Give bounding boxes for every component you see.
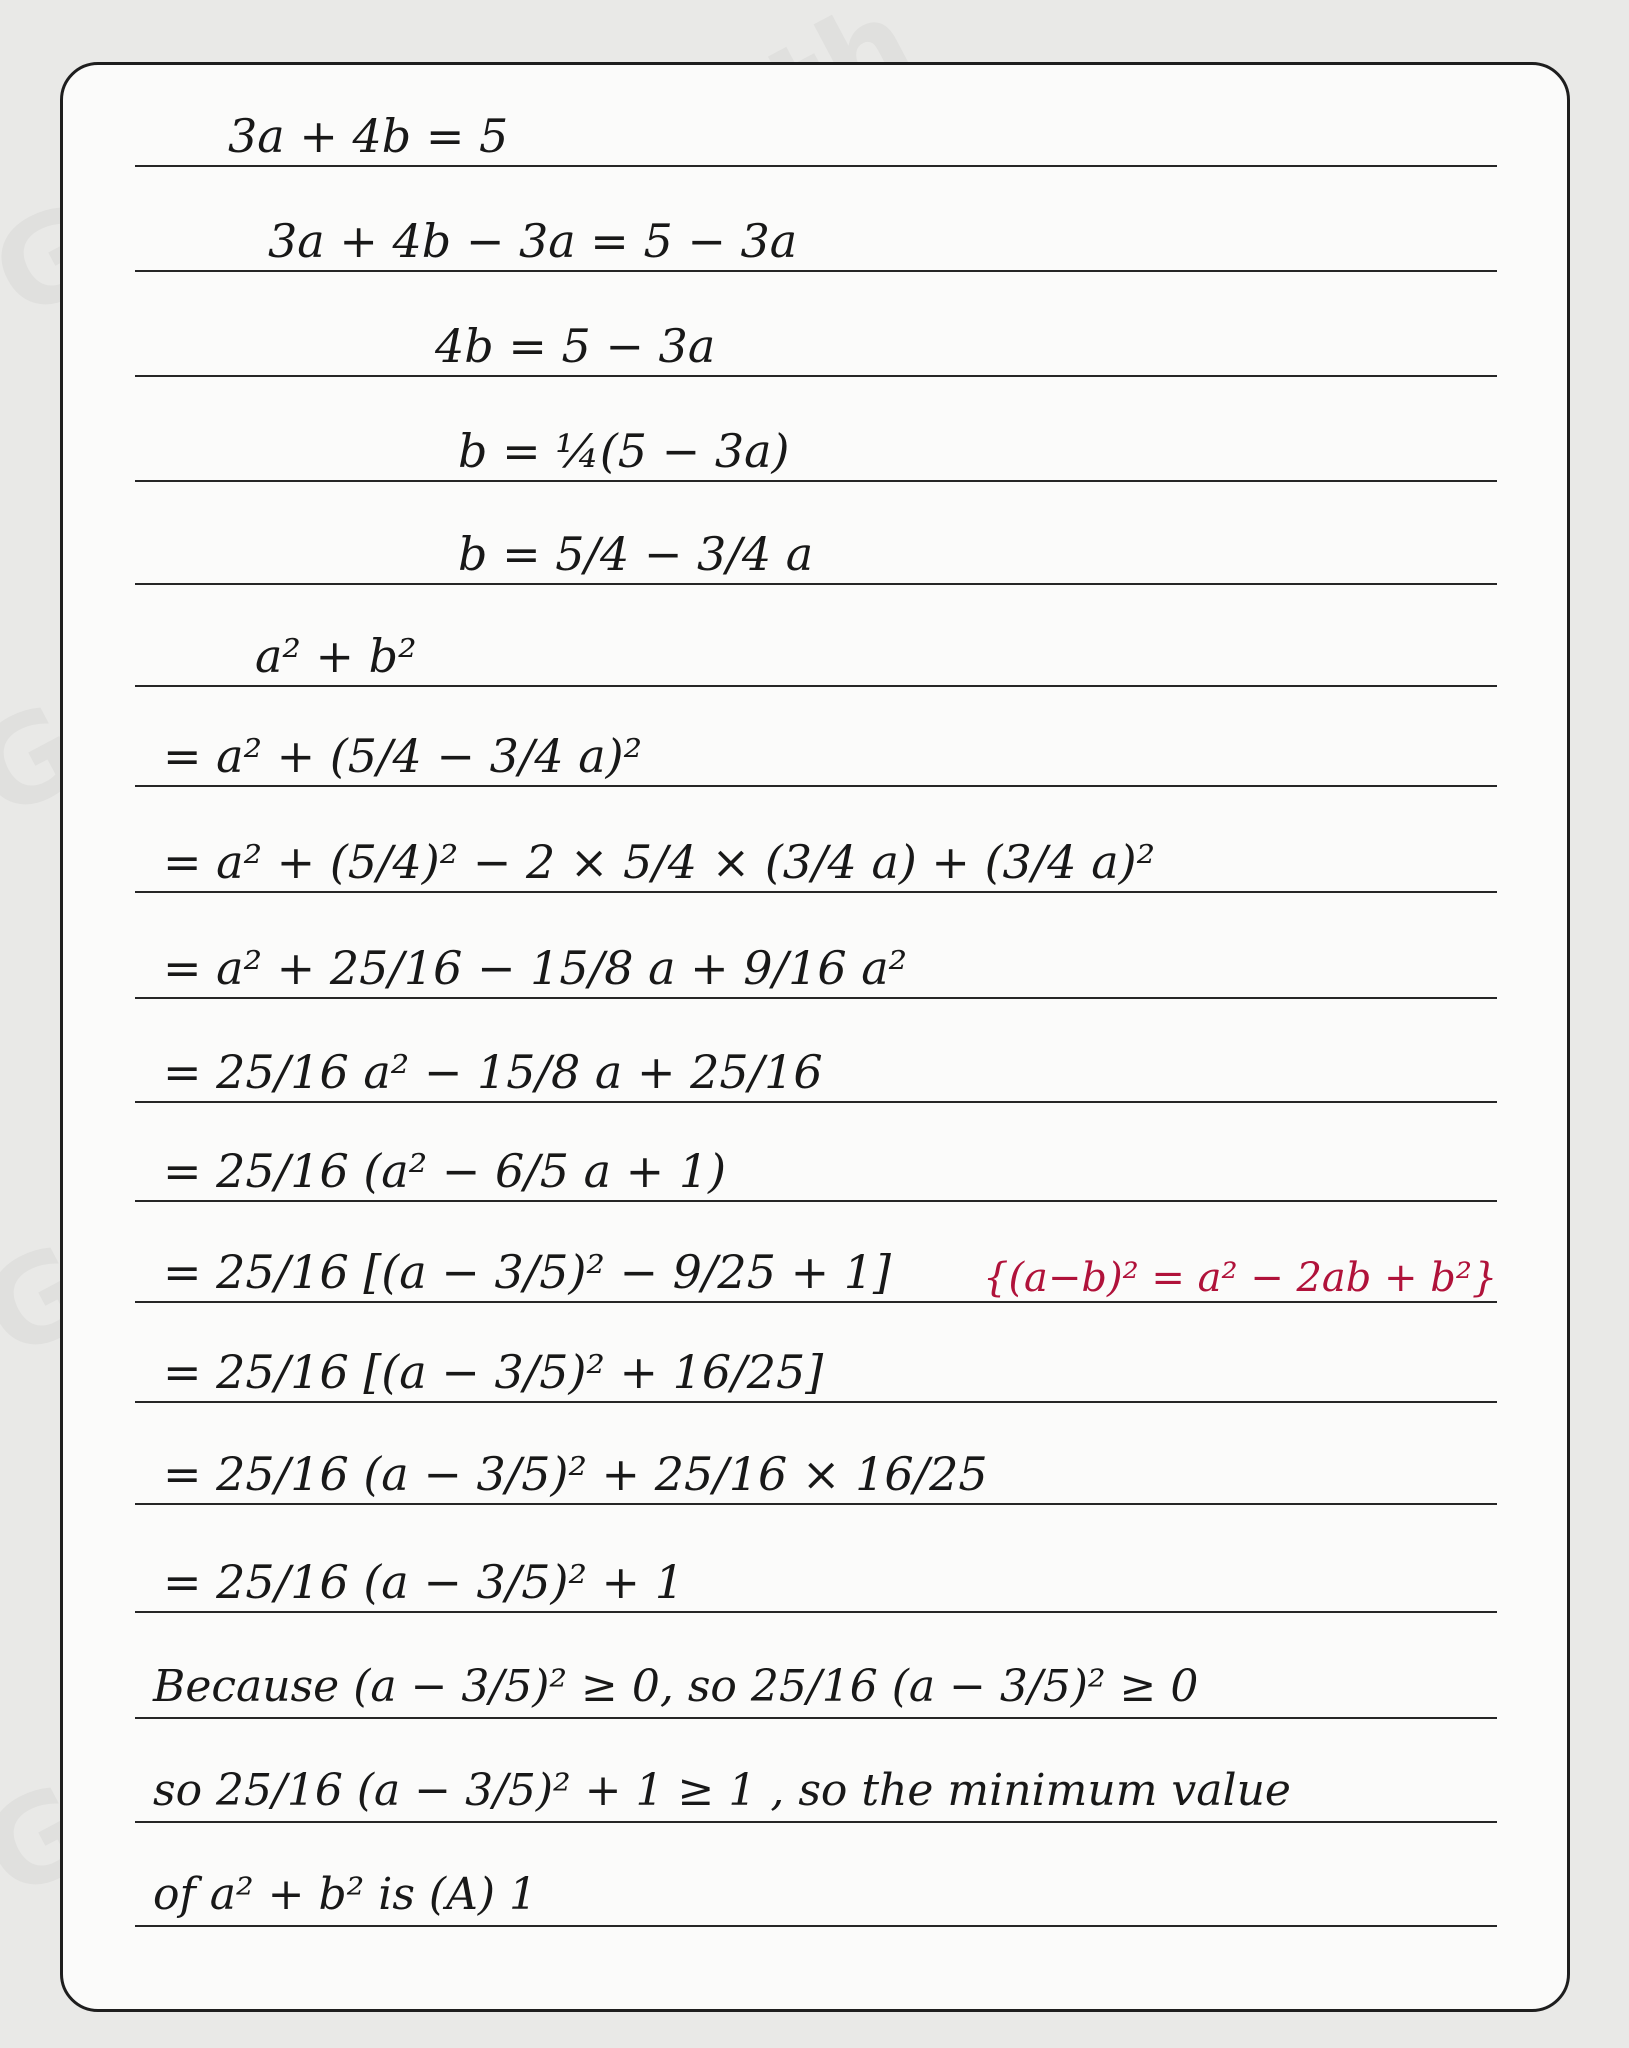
equation-line: = 25/16 (a − 3/5)² + 1 [163,1555,684,1609]
ruled-line [135,1503,1497,1505]
equation-line: = 25/16 (a − 3/5)² + 25/16 × 16/25 [163,1447,988,1501]
equation-line: 3a + 4b − 3a = 5 − 3a [268,214,798,268]
equation-line: = 25/16 [(a − 3/5)² − 9/25 + 1] [163,1245,891,1299]
ruled-line [135,1717,1497,1719]
ruled-line [135,1821,1497,1823]
equation-line: = 25/16 [(a − 3/5)² + 16/25] [163,1345,824,1399]
ruled-line [135,1611,1497,1613]
ruled-line [135,270,1497,272]
ruled-line [135,1101,1497,1103]
equation-line: 3a + 4b = 5 [228,109,509,163]
conclusion-line: Because (a − 3/5)² ≥ 0, so 25/16 (a − 3/5)² ≥ 0 [153,1661,1199,1712]
ruled-line [135,165,1497,167]
ruled-line [135,1200,1497,1202]
ruled-line [135,1925,1497,1927]
equation-line: 4b = 5 − 3a [435,319,716,373]
conclusion-line: so 25/16 (a − 3/5)² + 1 ≥ 1 , so the minimum value [153,1765,1291,1816]
ruled-line [135,1301,1497,1303]
equation-line: = a² + 25/16 − 15/8 a + 9/16 a² [163,941,908,995]
ruled-paper [60,62,1570,2012]
ruled-line [135,375,1497,377]
equation-line: = 25/16 (a² − 6/5 a + 1) [163,1144,727,1198]
equation-line: = a² + (5/4 − 3/4 a)² [163,729,643,783]
equation-line: = a² + (5/4)² − 2 × 5/4 × (3/4 a) + (3/4 a)² [163,835,1156,889]
ruled-line [135,1401,1497,1403]
equation-line: b = 5/4 − 3/4 a [458,527,814,581]
ruled-line [135,685,1497,687]
ruled-line [135,480,1497,482]
ruled-line [135,891,1497,893]
equation-line: = 25/16 a² − 15/8 a + 25/16 [163,1045,823,1099]
identity-note: {(a−b)² = a² − 2ab + b²} [983,1255,1498,1301]
equation-line: b = ¼(5 − 3a) [458,424,790,478]
answer-line: of a² + b² is (A) 1 [153,1869,537,1920]
ruled-line [135,583,1497,585]
ruled-line [135,785,1497,787]
ruled-line [135,997,1497,999]
equation-line: a² + b² [255,629,417,683]
